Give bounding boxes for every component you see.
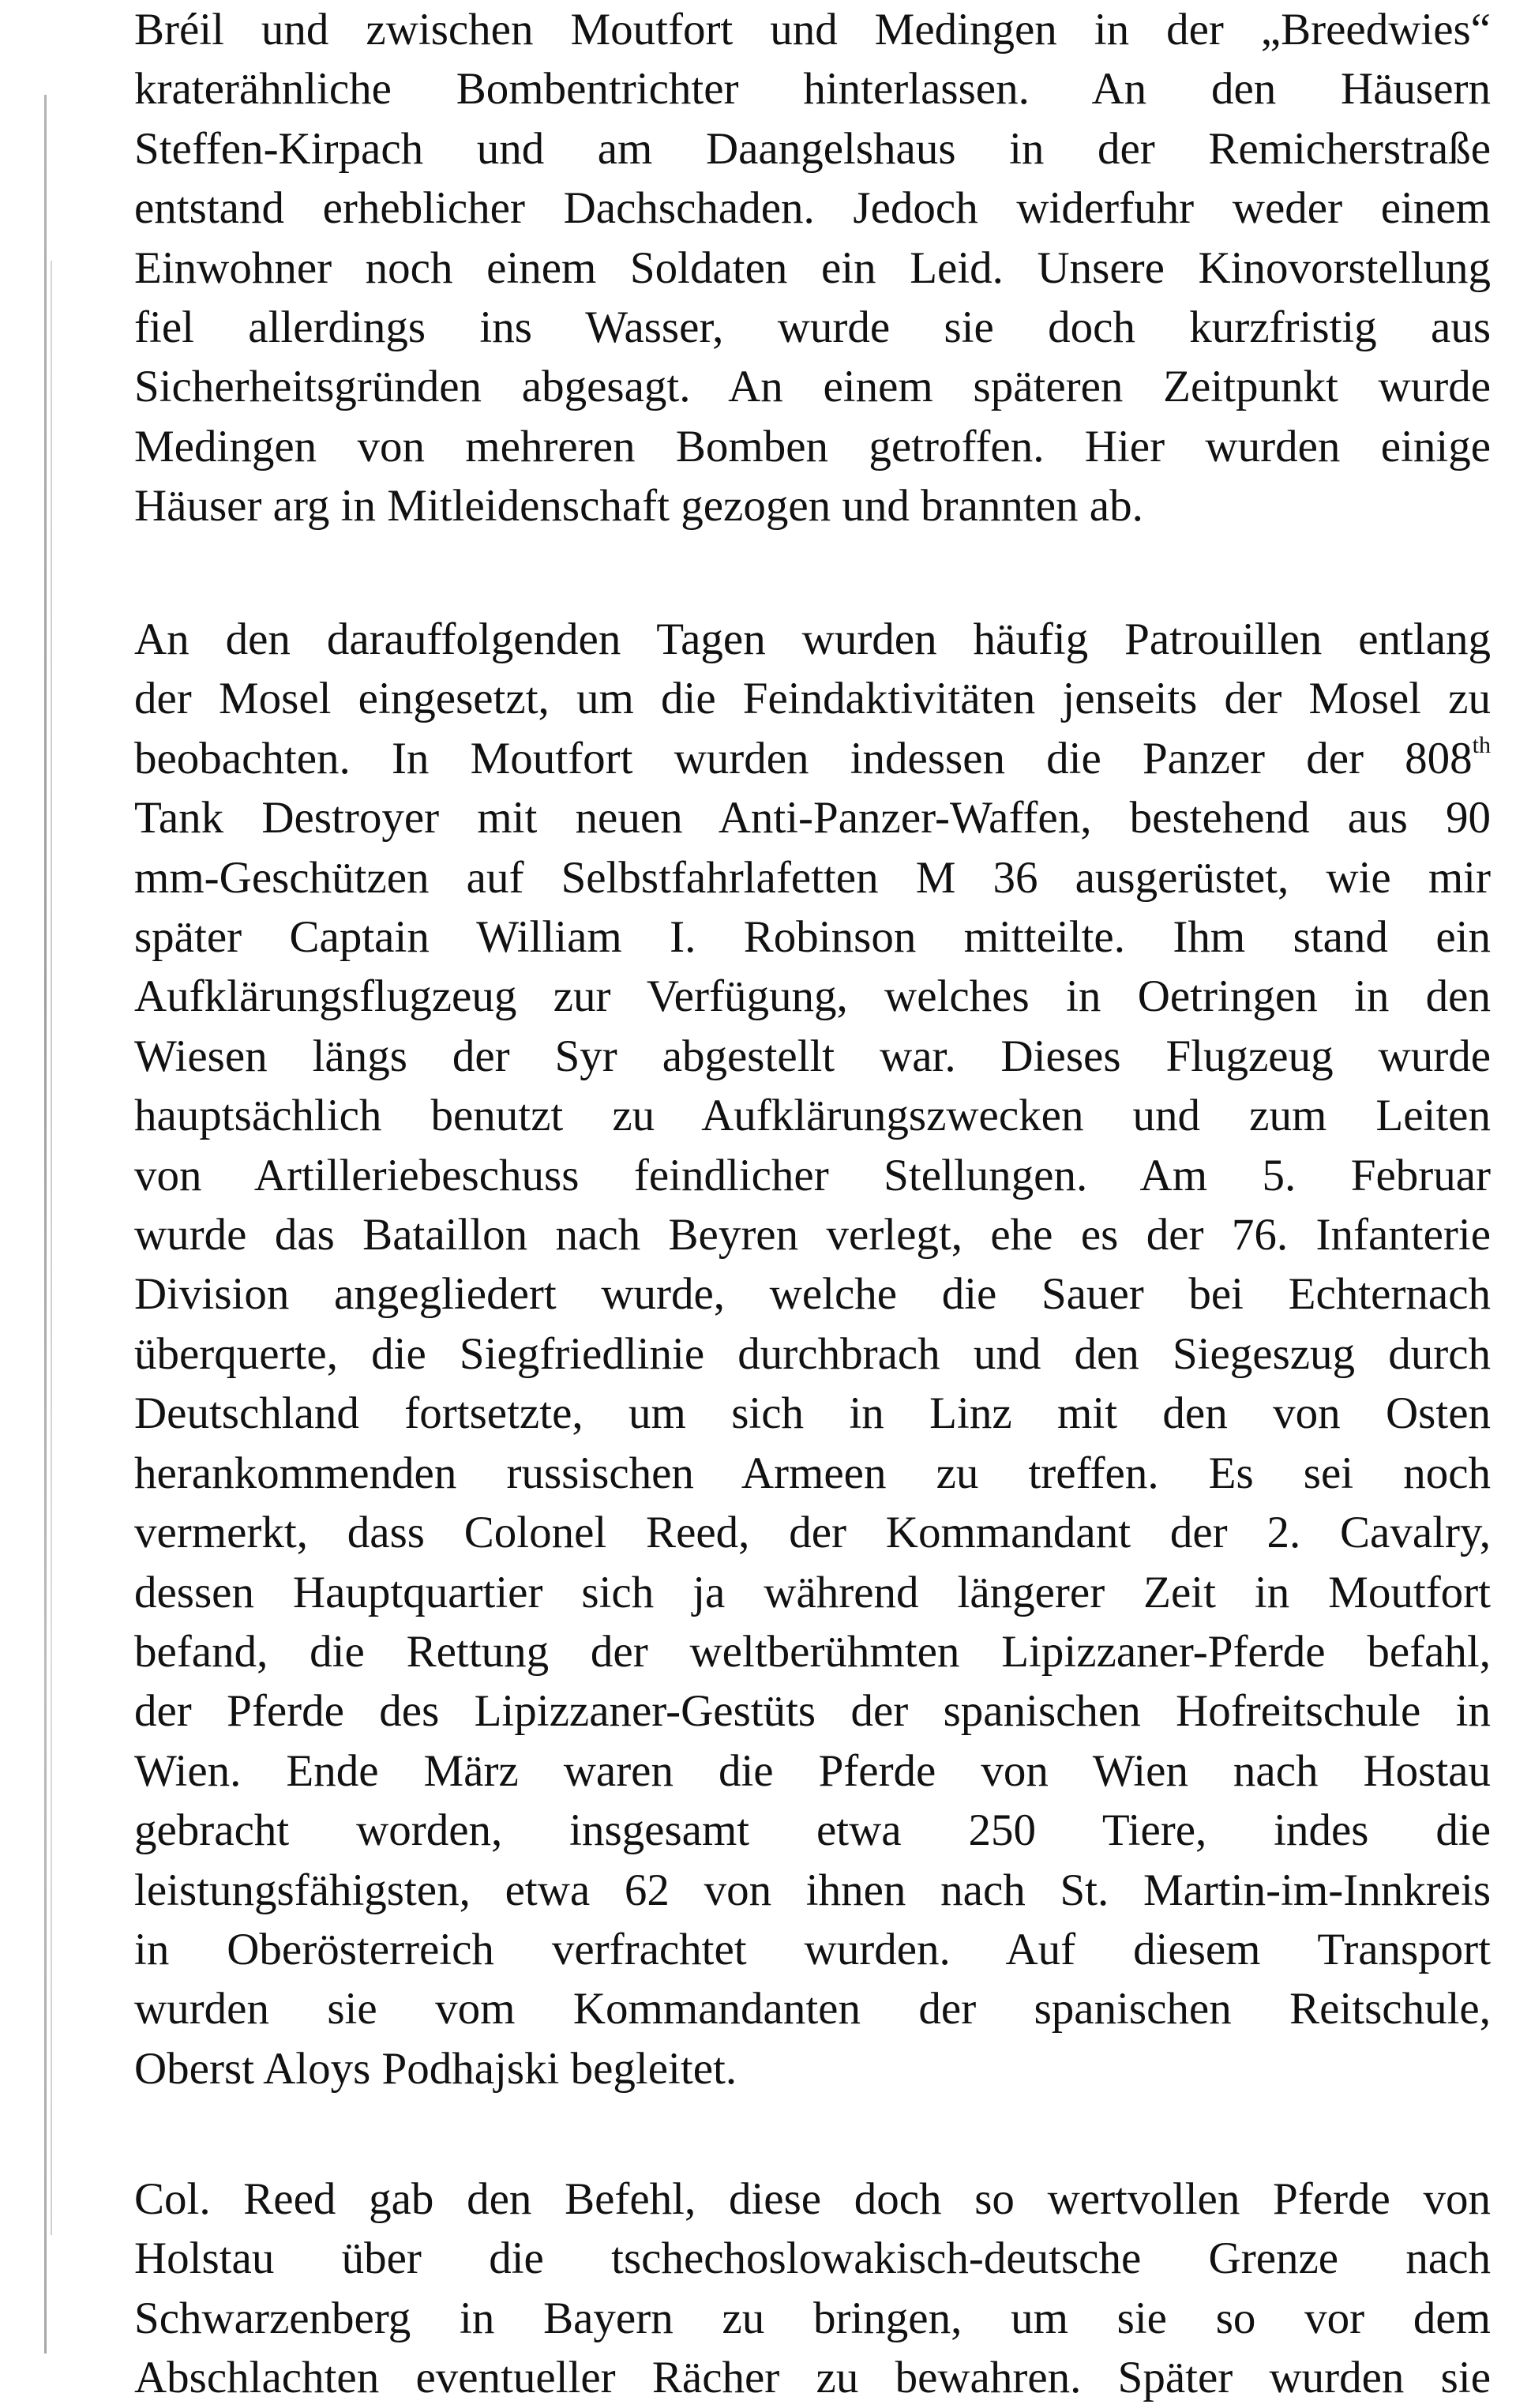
paragraph-3 [134,2169,1491,2408]
text-line: Oberst Aloys Podhajski begleitet. [134,2043,737,2094]
binding-edge-line [44,95,47,2354]
text-line: leistungsfähigsten, etwa 62 von ihnen nach St. Martin-im-Innkreis [134,1865,1491,1915]
text-line: dessen Hauptquartier sich ja während längerer Zeit in Moutfort [134,1567,1491,1617]
text-line: in Oberösterreich verfrachtet wurden. Auf diesem Transport [134,1924,1491,1974]
text-line: Col. Reed gab den Befehl, diese doch so wertvollen Pferde von [134,2174,1491,2224]
text-line: Tank Destroyer mit neuen Anti-Panzer-Waffen, bestehend aus 90 [134,793,1491,843]
text-line: Holstau über die tschechoslowakisch-deutsche Grenze nach [134,2233,1491,2284]
text-line: Schwarzenberg in Bayern zu bringen, um sie so vor dem [134,2293,1491,2343]
text-line-content: beobachten. In Moutfort wurden indessen die Panzer der 808 [134,733,1473,783]
text-line: hauptsächlich benutzt zu Aufklärungszwecken und zum Leiten [134,1091,1491,1141]
text-line: Häuser arg in Mitleidenschaft gezogen und brannten ab. [134,481,1143,532]
text-line: Medingen von mehreren Bomben getroffen. Hier wurden einige [134,421,1491,471]
text-line: der Pferde des Lipizzaner-Gestüts der spanischen Hofreitschule in [134,1686,1491,1737]
text-line: Bréil und zwischen Moutfort und Medingen in der „Breedwies“ [134,5,1491,54]
text-line: später Captain William I. Robinson mitteilte. Ihm stand ein [134,912,1491,963]
text-line: wurden sie vom Kommandanten der spanischen Reitschule, [134,1984,1491,2034]
binding-shadow-line [51,261,52,2235]
text-line: Wiesen längs der Syr abgestellt war. Dieses Flugzeug wurde [134,1031,1491,1081]
text-line: überquerte, die Siegfriedlinie durchbrach und den Siegeszug durch [134,1328,1491,1379]
text-line: Wien. Ende März waren die Pferde von Wien nach Hostau [134,1745,1491,1796]
text-line: der Mosel eingesetzt, um die Feindaktivitäten jenseits der Mosel zu [134,674,1491,724]
paragraph-1 [134,0,1491,536]
text-line: gebracht worden, insgesamt etwa 250 Tiere, indes die [134,1805,1491,1856]
text-line: mm-Geschützen auf Selbstfahrlafetten M 36 ausgerüstet, wie mir [134,852,1491,903]
text-line: befand, die Rettung der weltberühmten Lipizzaner-Pferde befahl, [134,1626,1491,1677]
text-line: fiel allerdings ins Wasser, wurde sie doch kurzfristig aus [134,302,1491,353]
text-line: von Artilleriebeschuss feindlicher Stellungen. Am 5. Februar [134,1150,1491,1200]
text-line: wurde das Bataillon nach Beyren verlegt, ehe es der 76. Infanterie [134,1210,1491,1260]
text-line: Division angegliedert wurde, welche die Sauer bei Echternach [134,1269,1491,1320]
text-line: entstand erheblicher Dachschaden. Jedoch widerfuhr weder einem [134,183,1491,234]
text-line: Steffen-Kirpach und am Daangelshaus in der Remicherstraße [134,123,1491,174]
text-line: vermerkt, dass Colonel Reed, der Kommandant der 2. Cavalry, [134,1508,1491,1558]
text-line: herankommenden russischen Armeen zu treffen. Es sei noch [134,1448,1491,1498]
text-line: Sicherheitsgründen abgesagt. An einem späteren Zeitpunkt wurde [134,362,1491,412]
text-line: Abschlachten eventueller Rächer zu bewahren. Später wurden sie [134,2353,1491,2403]
text-line: kraterähnliche Bombentrichter hinterlassen. An den Häusern [134,64,1491,115]
paragraph-2 [134,610,1491,2098]
text-line-with-superscript [134,729,1491,788]
text-line: Deutschland fortsetzte, um sich in Linz mit den von Osten [134,1388,1491,1439]
superscript-ordinal: th [1472,731,1491,758]
text-line: Aufklärungsflugzeug zur Verfügung, welches in Oetringen in den [134,971,1491,1022]
text-line: An den darauffolgenden Tagen wurden häufig Patrouillen entlang [134,614,1491,664]
text-line: Einwohner noch einem Soldaten ein Leid. Unsere Kinovorstellung [134,242,1491,293]
